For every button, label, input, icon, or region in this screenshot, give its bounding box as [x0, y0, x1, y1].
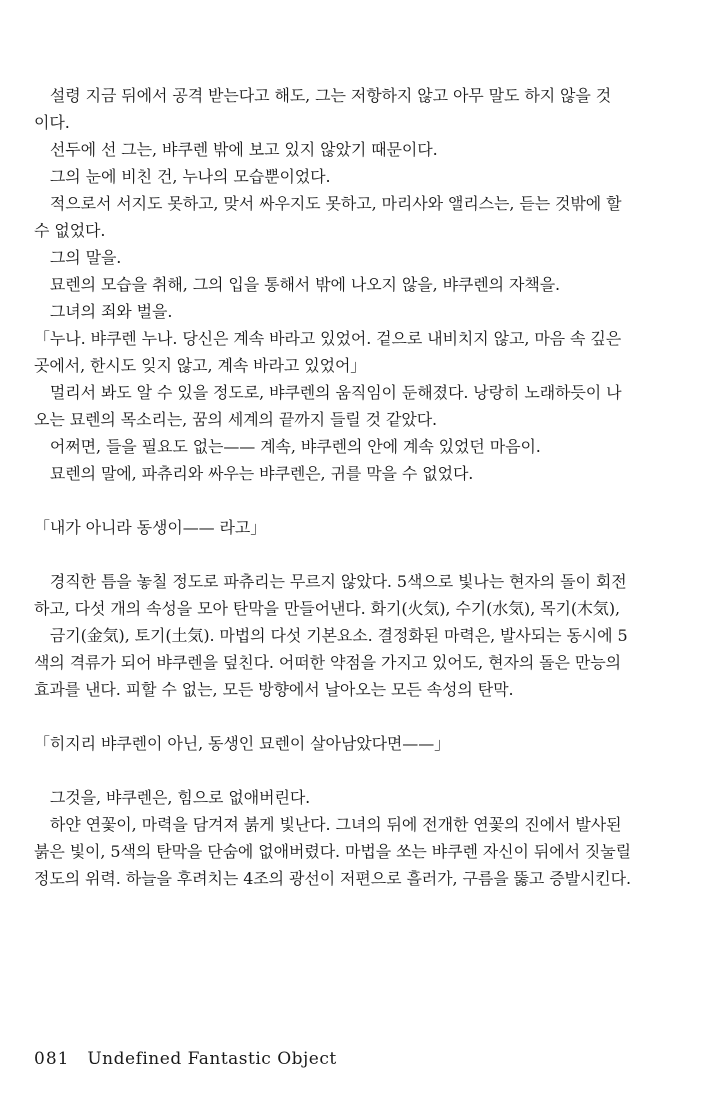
text-line: 정도의 위력. 하늘을 후려치는 4조의 광선이 저편으로 흘러가, 구름을 뚫고 증발시킨다.	[34, 869, 632, 888]
text-line: 그것을, 뱌쿠렌은, 힘으로 없애버린다.	[34, 788, 311, 807]
text-line: 곳에서, 한시도 잊지 않고, 계속 바라고 있었어」	[34, 356, 367, 375]
blank-line	[34, 487, 694, 514]
text-line: 이다.	[34, 113, 70, 132]
text-line: 멀리서 봐도 알 수 있을 정도로, 뱌쿠렌의 움직임이 둔해졌다. 낭랑히 노래하듯이 나	[34, 383, 622, 402]
blank-line	[34, 757, 694, 784]
text-line: 묘렌의 말에, 파츄리와 싸우는 뱌쿠렌은, 귀를 막을 수 없었다.	[34, 464, 474, 483]
text-line: 금기(金気), 토기(土気). 마법의 다섯 기본요소. 결정화된 마력은, 발사되는 동시에 5	[34, 626, 628, 645]
text-line: 그의 눈에 비친 건, 누나의 모습뿐이었다.	[34, 167, 331, 186]
text-line: 붉은 빛이, 5색의 탄막을 단숨에 없애버렸다. 마법을 쏘는 뱌쿠렌 자신이 뒤에서 짓눌릴	[34, 842, 632, 861]
book-title: Undefined Fantastic Object	[87, 1049, 337, 1069]
text-line: 그의 말을.	[34, 248, 122, 267]
text-line: 적으로서 서지도 못하고, 맞서 싸우지도 못하고, 마리사와 앨리스는, 듣는 것밖에 할	[34, 194, 622, 213]
text-line: 색의 격류가 되어 뱌쿠렌을 덮친다. 어떠한 약점을 가지고 있어도, 현자의 돌은 만능의	[34, 653, 621, 672]
text-line: 「내가 아니라 동생이—— 라고」	[34, 518, 267, 537]
text-line: 효과를 낸다. 피할 수 없는, 모든 방향에서 날아오는 모든 속성의 탄막.	[34, 680, 514, 699]
blank-line	[34, 703, 694, 730]
text-line: 그녀의 죄와 벌을.	[34, 302, 173, 321]
text-line: 오는 묘렌의 목소리는, 꿈의 세계의 끝까지 들릴 것 같았다.	[34, 410, 438, 429]
page-footer	[34, 1049, 337, 1069]
text-line: 「히지리 뱌쿠렌이 아닌, 동생인 묘렌이 살아남았다면——」	[34, 734, 450, 753]
text-line: 수 없었다.	[34, 221, 106, 240]
text-line: 하얀 연꽃이, 마력을 담겨져 붉게 빛난다. 그녀의 뒤에 전개한 연꽃의 진에서 발사된	[34, 815, 622, 834]
text-line: 「누나. 뱌쿠렌 누나. 당신은 계속 바라고 있었어. 겉으로 내비치지 않고, 마음 속 깊은	[34, 329, 622, 348]
text-line: 어쩌면, 들을 필요도 없는—— 계속, 뱌쿠렌의 안에 계속 있었던 마음이.	[34, 437, 541, 456]
text-line: 묘렌의 모습을 취해, 그의 입을 통해서 밖에 나오지 않을, 뱌쿠렌의 자책을.	[34, 275, 561, 294]
page-number: 081	[34, 1049, 70, 1069]
text-line: 하고, 다섯 개의 속성을 모아 탄막을 만들어낸다. 화기(火気), 수기(水気), 목기(木気),	[34, 599, 620, 618]
text-line: 경직한 틈을 놓칠 정도로 파츄리는 무르지 않았다. 5색으로 빛나는 현자의 돌이 회전	[34, 572, 627, 591]
text-line: 선두에 선 그는, 뱌쿠렌 밖에 보고 있지 않았기 때문이다.	[34, 140, 438, 159]
body-text	[34, 82, 694, 892]
text-line: 설령 지금 뒤에서 공격 받는다고 해도, 그는 저항하지 않고 아무 말도 하지 않을 것	[34, 86, 612, 105]
blank-line	[34, 541, 694, 568]
